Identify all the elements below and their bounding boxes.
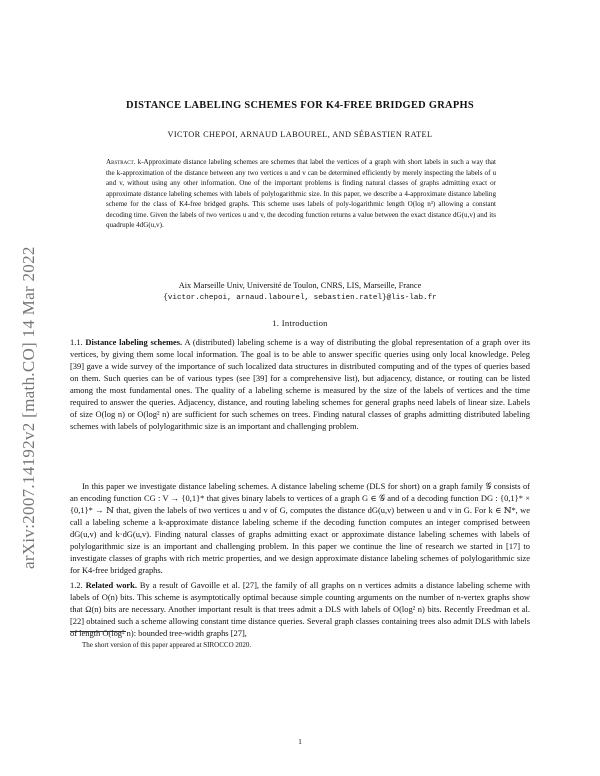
subsection-heading: Distance labeling schemes. — [85, 337, 183, 347]
subsection-number: 1.2. — [70, 580, 83, 590]
paragraph-distance-labeling — [70, 336, 530, 432]
paper-title: DISTANCE LABELING SCHEMES FOR K4-FREE BRIDGED GRAPHS — [126, 100, 474, 111]
arxiv-stamp: arXiv:2007.14192v2 [math.CO] 14 Mar 2022 — [19, 246, 38, 569]
section-heading-introduction: 1. Introduction — [272, 318, 328, 328]
footnote-rule — [70, 631, 126, 632]
abstract-label: Abstract. — [106, 158, 136, 166]
abstract — [106, 157, 496, 231]
footnote: The short version of this paper appeared at SIROCCO 2020. — [82, 641, 252, 649]
subsection-heading: Related work. — [85, 580, 137, 590]
abstract-text: k-Approximate distance labeling schemes are schemes that label the vertices of a graph with short labels in such a way that the k-approximation of the distance between any two vertices u and v can be determined efficiently by merely inspecting the labels of u and v, without using any other information. One of the important problems is finding natural classes of graphs admitting exact or approximate distance labeling schemes with labels of polylogarithmic size. In this paper, we describe a 4-approximate distance labeling scheme for the class of K4-free bridged graphs. This scheme uses labels of poly-logarithmic length O(log n³) allowing a constant decoding time. Given the labels of two vertices u and v, the decoding function returns a value between the exact distance dG(u,v) and its quadruple 4dG(u,v). — [106, 158, 497, 229]
paragraph-dls-definition — [70, 480, 530, 576]
paragraph-text: In this paper we investigate distance labeling schemes. A distance labeling scheme (DLS for short) on a graph family 𝒢 consists of an encoding function CG : V → {0,1}* that gives binary labels to vertices of a graph G ∈ 𝒢 and of a decoding function DG : {0,1}* × {0,1}* → ℕ that, given the labels of two vertices u and v of G, computes the distance dG(u,v) between u and v in G. For k ∈ ℕ*, we call a labeling scheme a k-approximate distance labeling scheme if the decoding function computes an integer comprised between dG(u,v) and k·dG(u,v). Finding natural classes of graphs admitting exact or approximate distance labeling schemes with labels of polylogarithmic size is an important and challenging problem. In this paper we continue the line of research we started in [17] to investigate classes of graphs with rich metric properties, and we design approximate distance labeling schemes of polylogarithmic size for K4-free bridged graphs. — [70, 481, 530, 576]
paragraph-related-work — [70, 579, 530, 639]
subsection-number: 1.1. — [70, 337, 83, 347]
authors: VICTOR CHEPOI, ARNAUD LABOUREL, AND SÉBASTIEN RATEL — [167, 130, 433, 139]
affiliation — [80, 280, 520, 304]
page-number: 1 — [298, 737, 302, 746]
affiliation-line: Aix Marseille Univ, Université de Toulon, CNRS, LIS, Marseille, France — [178, 281, 422, 290]
paragraph-text: A (distributed) labeling scheme is a way of distributing the global representation of a graph over its vertices, by giving them some local information. The goal is to be able to answer specific queries using only local knowledge. Peleg [39] gave a wide survey of the importance of such localized data structures in distributed computing and of the types of queries based on them. Such queries can be of various types (see [39] for a comprehensive list), but adjacency, distance, or routing can be listed among the most fundamental ones. The quality of a labeling scheme is measured by the size of the labels of vertices and the time required to answer the queries. Adjacency, distance, and routing labeling schemes for general graphs need labels of linear size. Labels of size O(log n) or O(log² n) are sufficient for such schemes on trees. Finding natural classes of graphs admitting distributed labeling schemes with labels of polylogarithmic size is an important and challenging problem. — [70, 337, 530, 432]
author-emails: {victor.chepoi, arnaud.labourel, sebastien.ratel}@lis-lab.fr — [163, 294, 437, 302]
paragraph-text: By a result of Gavoille et al. [27], the family of all graphs on n vertices admits a distance labeling scheme with labels of O(n) bits. This scheme is asymptotically optimal because simple counting arguments on the number of n-vertex graphs show that Ω(n) bits are necessary. Another important result is that trees admit a DLS with labels of O(log² n) bits. Recently Freedman et al. [22] obtained such a scheme allowing constant time distance queries. Several graph classes containing trees also admit DLS with labels of length O(log² n): bounded tree-width graphs [27], — [70, 580, 531, 639]
